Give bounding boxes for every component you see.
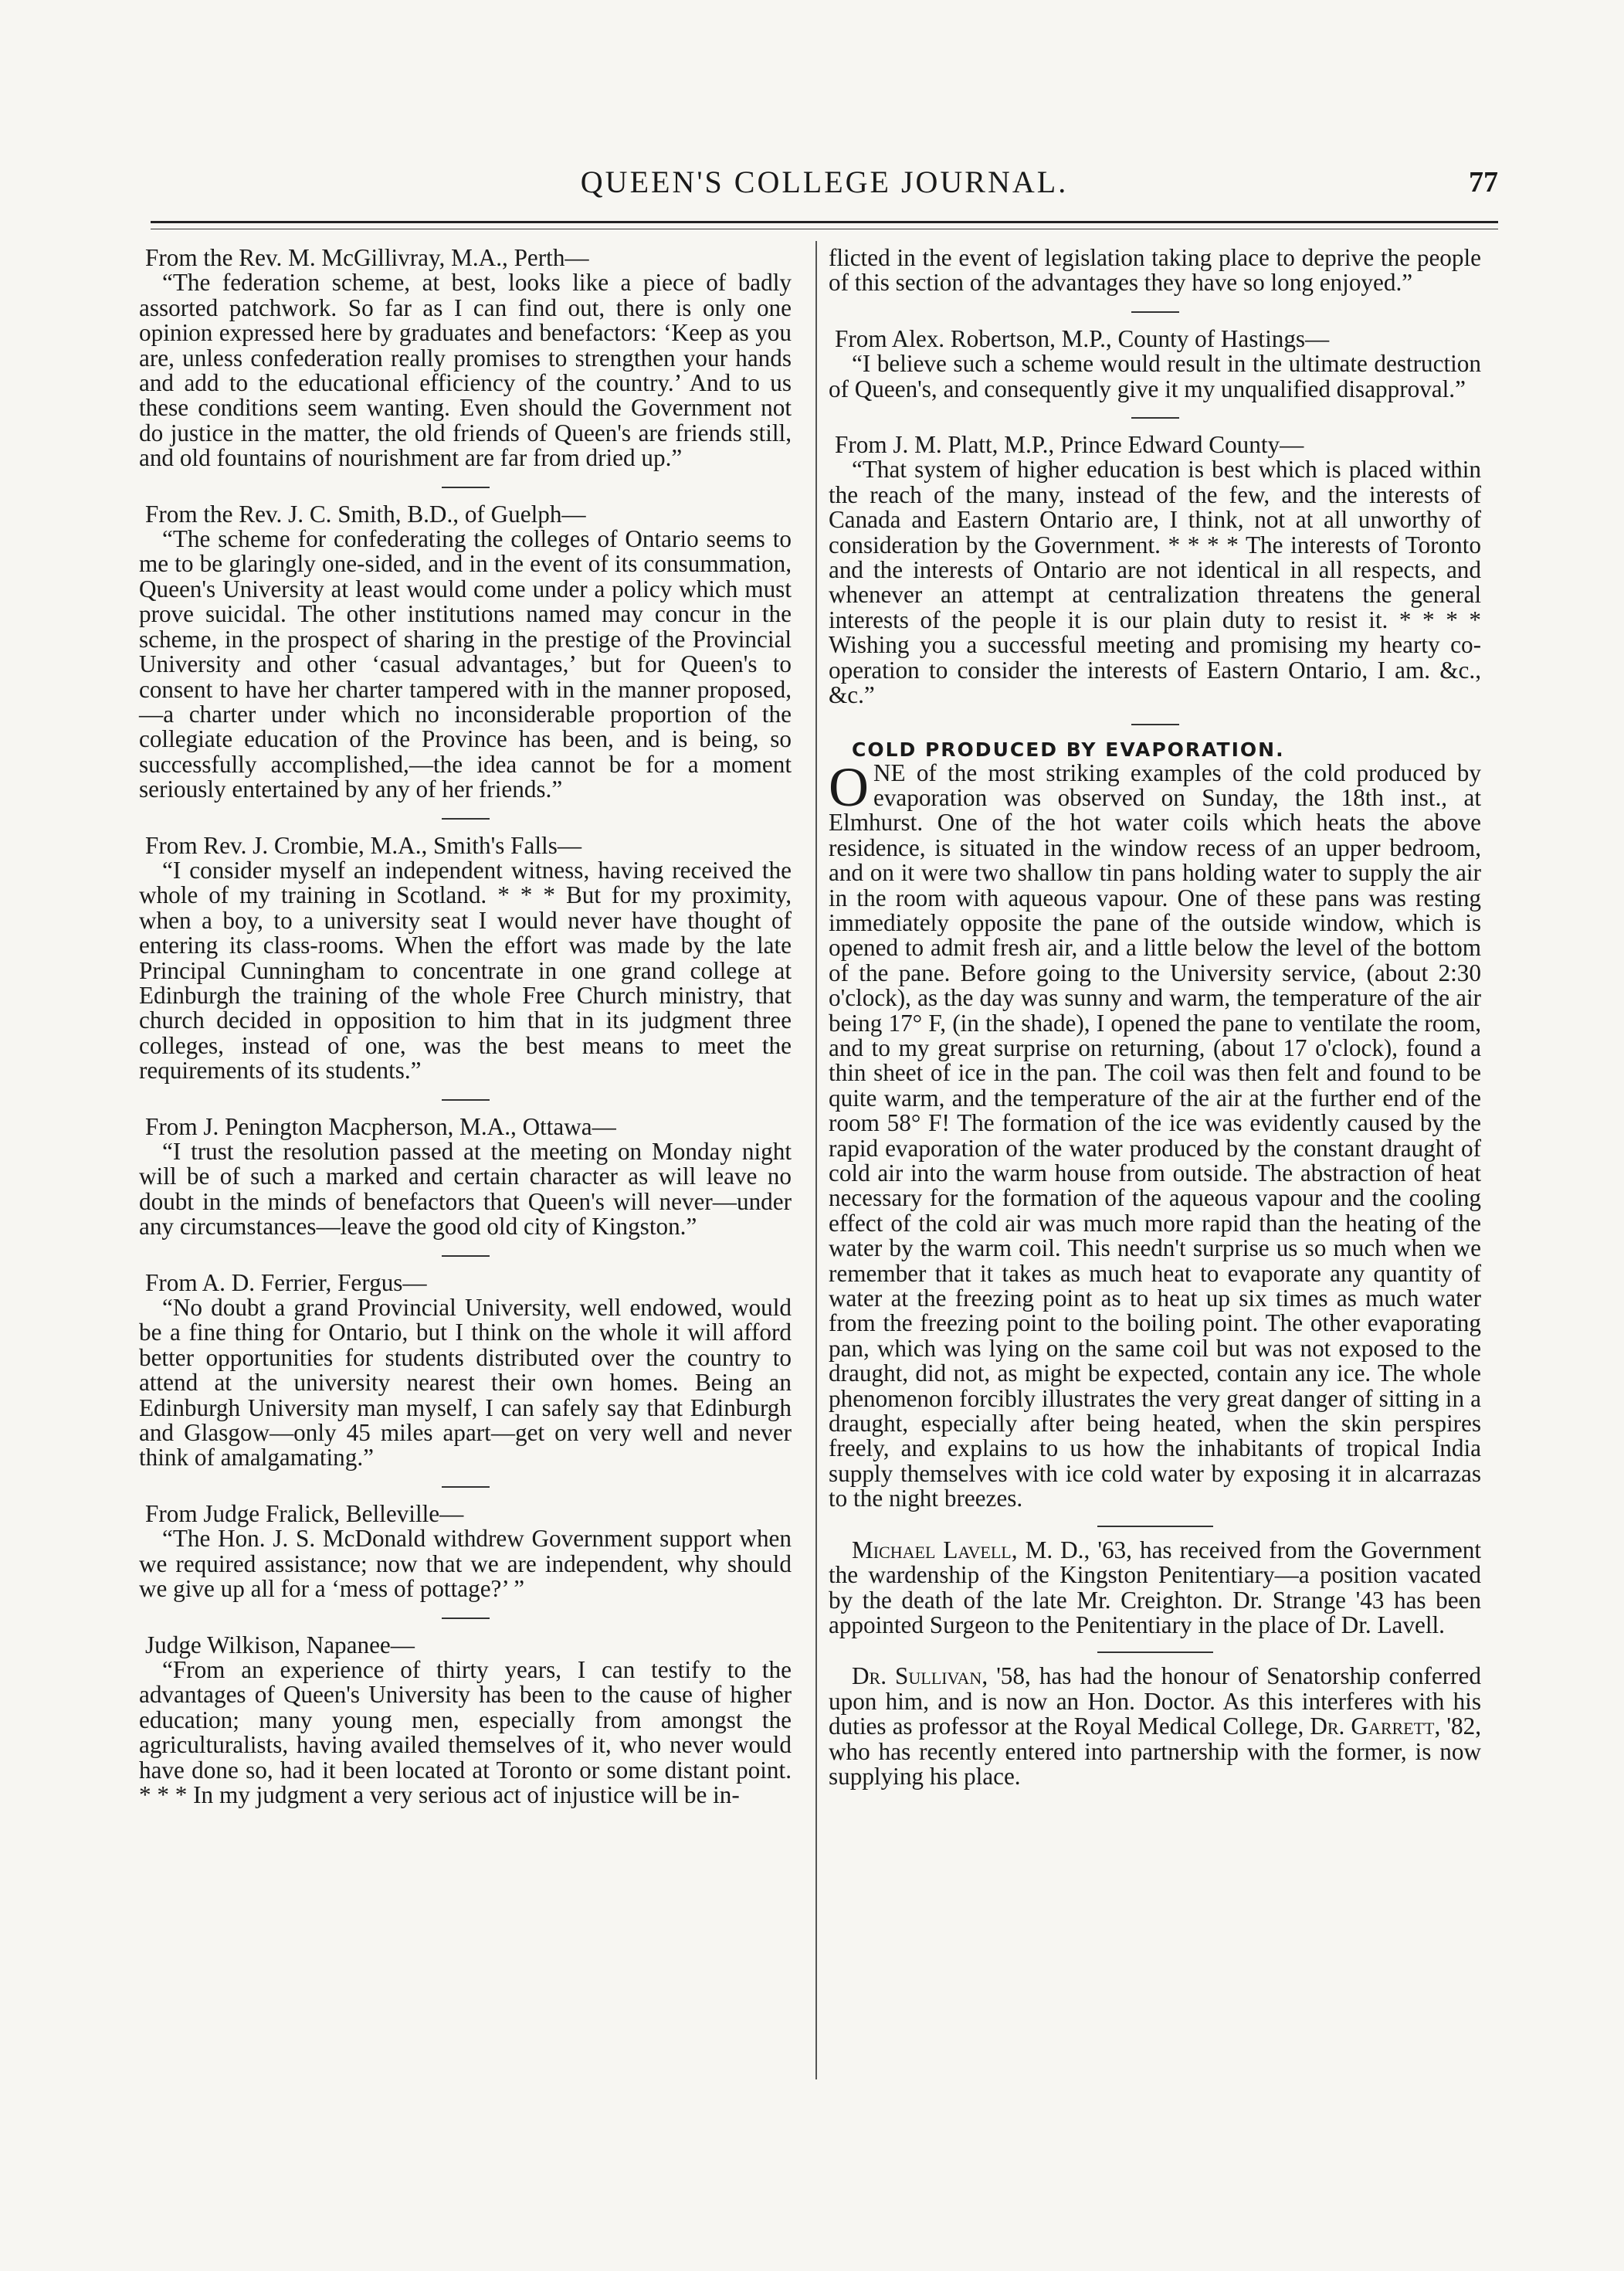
header-rule [151, 221, 1498, 223]
letter-from: From J. Penington Macpherson, M.A., Ottawa— [145, 1112, 616, 1140]
letter-quote: “I believe such a scheme would result in the ultimate destruction of Queen's, and consequently give it my unqualified disapproval.” [829, 350, 1481, 402]
letter-quote: “The federation scheme, at best, looks like a piece of badly assorted patchwork. So far as I can find out, there is only one opinion expressed here by graduates and benefactors: ‘Keep as you are, unless confederation really promises to strengthen your hands and add to the educational efficiency of the country.’ And to us these conditions seem wanting. Even should the Government not do justice in the matter, the old friends of Queen's are friends still, and old fountains of nourishment are far from dried up.” [139, 269, 792, 472]
notice-text: '63, has received from the Government the wardenship of the Kingston Penitentiary—a position vacated by the death of the late Mr. Creighton. Dr. Strange '43 has been appointed Surgeon to the Penitentiary in the place of Dr. Lavell. [829, 1536, 1481, 1638]
separator [442, 487, 490, 488]
letter-from: From the Rev. M. McGillivray, M.A., Perth— [145, 244, 589, 271]
separator [1131, 417, 1179, 419]
page-header [151, 164, 1498, 210]
drop-cap: O [829, 755, 869, 818]
column-divider [815, 241, 817, 2079]
separator [442, 1618, 490, 1619]
notice-text: '82, who has recently entered into partnership with the former, is now supplying his place. [829, 1713, 1481, 1790]
left-column [139, 246, 792, 1808]
letter-quote: “I consider myself an independent witness, having received the whole of my training in Scotland. * * * But for my proximity, when a boy, to a university seat I would never have thought of entering its class-rooms. When the effort was made by the late Principal Cunningham to concentrate in one grand college at Edinburgh the training of the whole Free Church ministry, that church decided in opposition to him that in its judgment three colleges, instead of one, was the best means to meet the requirements of its students.” [139, 856, 792, 1085]
letter-quote: “I trust the resolution passed at the meeting on Monday night will be of such a marked and certain character as will leave no doubt in the minds of benefactors that Queen's will never—under any circumstances—leave the good old city of Kingston.” [139, 1138, 792, 1241]
separator [442, 1255, 490, 1257]
right-column [829, 246, 1481, 1789]
letter-quote: “No doubt a grand Provincial University, well endowed, would be a fine thing for Ontario, but I think on the whole it will afford better opportunities for students distributed over the country to attend at the university nearest their own homes. Being an Edinburgh University man myself, I can safely say that Edinburgh and Glasgow—only 45 miles apart—get on very well and never think of amalgamating.” [139, 1294, 792, 1472]
page-number: 77 [1469, 166, 1498, 199]
separator [1097, 1651, 1213, 1653]
notice-sullivan [829, 1664, 1481, 1789]
separator [1097, 1526, 1213, 1527]
article-body [829, 755, 1481, 1512]
separator [442, 818, 490, 820]
letter-from: From Alex. Robertson, M.P., County of Hastings— [835, 324, 1330, 352]
separator [1131, 311, 1179, 313]
notice-name: Dr. Sullivan, [852, 1662, 988, 1690]
letter-from: From Judge Fralick, Belleville— [145, 1499, 464, 1527]
letter-quote: “From an experience of thirty years, I can testify to the advantages of Queen's University has been to the cause of higher education; many young men, especially from amongst the agriculturalists, having availed themselves of it, who never would have done so, had it been located at Toronto or some distant point. * * * In my judgment a very serious act of injustice will be in- [139, 1655, 792, 1808]
letter-from: From J. M. Platt, M.P., Prince Edward County— [835, 431, 1304, 459]
notice-text: '58, has had the honour of Senatorship conferred upon him, and is now an Hon. Doctor. As this interferes with his duties as professor at the Royal Medical College, [829, 1662, 1481, 1740]
letter-from: From the Rev. J. C. Smith, B.D., of Guelph— [145, 500, 586, 528]
letter-quote: “The Hon. J. S. McDonald withdrew Government support when we required assistance; now that we are independent, why should we give up all for a ‘mess of pottage?’ ” [139, 1525, 792, 1603]
article-heading: COLD PRODUCED BY EVAPORATION. [852, 738, 1285, 761]
separator [1131, 724, 1179, 725]
article-text: NE of the most striking examples of the cold produced by evaporation was observed on Sunday, the 18th inst., at Elmhurst. One of the hot water coils which heats the above residence, is situated in the window recess of an upper bedroom, and on it were two shallow tin pans holding water to supply the air in the room with aqueous vapour. One of these pans was resting immediately opposite the pane of the outside window, which is opened to admit fresh air, and a little below the level of the bottom of the pane. Before going to the University service, (about 2:30 o'clock), as the day was sunny and warm, the temperature of the air being 17° F, (in the shade), I opened the pane to ventilate the room, and to my great surprise on returning, (about 17 o'clock), found a thin sheet of ice in the pan. The coil was then felt and found to be quite warm, and the temperature of the air at the further end of the room 58° F! The formation of the ice was evidently caused by the rapid evaporation of the water produced by the constant draught of cold air into the warm house from outside. The abstraction of heat necessary for the formation of the aqueous vapour and the cooling effect of the cold air was much more rapid than the heating of the water by the warm coil. This needn't surprise us so much when we remember that it takes as much heat to evaporate any quantity of water at the freezing point as to heat up six times as much water from the freezing point to the boiling point. The other evaporating pan, which was lying on the same coil but was not exposed to the draught, did not, as might be expected, contain any ice. The whole phenomenon forcibly illustrates the very great danger of sitting in a draught, especially after being heated, when the skin perspires freely, and explains to us how the inhabitants of tropical India supply themselves with ice cold water by exposing it in alcarrazas to the night breezes. [829, 759, 1481, 1512]
separator [442, 1099, 490, 1101]
letter-from: From A. D. Ferrier, Fergus— [145, 1268, 427, 1296]
continued-quote: flicted in the event of legislation taking place to deprive the people of this section of the advantages they have so long enjoyed.” [829, 244, 1481, 297]
letter-quote: “The scheme for confederating the colleges of Ontario seems to me to be glaringly one-sided, and in the event of its consummation, Queen's University at least would come under a policy which must prove suicidal. The other institutions named may concur in the scheme, in the prospect of sharing in the prestige of the Provincial University and other ‘casual advantages,’ but for Queen's to consent to have her charter tampered with in the manner proposed,—a charter under which no inconsiderable proportion of the collegiate education of the Province has been, and is being, so successfully accomplished,—the idea cannot be for a moment seriously entertained by any of her friends.” [139, 525, 792, 803]
letter-quote: “That system of higher education is best which is placed within the reach of the many, instead of the few, and the interests of Canada and Eastern Ontario are, I think, not at all unworthy of consideration by the Government. * * * * The interests of Toronto and the interests of Ontario are not identical in all respects, and whenever an attempt at centralization threatens the general interests of the people it is our plain duty to resist it. * * * * Wishing you a successful meeting and promising my hearty co-operation to consider the interests of Eastern Ontario, I am. &c., &c.” [829, 456, 1481, 709]
letter-from: From Rev. J. Crombie, M.A., Smith's Falls— [145, 831, 582, 859]
notice-lavell [829, 1538, 1481, 1638]
letter-from: Judge Wilkison, Napanee— [145, 1631, 415, 1658]
notice-name: Dr. Garrett, [1310, 1713, 1441, 1740]
notice-name: Michael Lavell, M. D., [852, 1536, 1090, 1563]
journal-title: QUEEN'S COLLEGE JOURNAL. [580, 165, 1069, 199]
separator [442, 1486, 490, 1488]
